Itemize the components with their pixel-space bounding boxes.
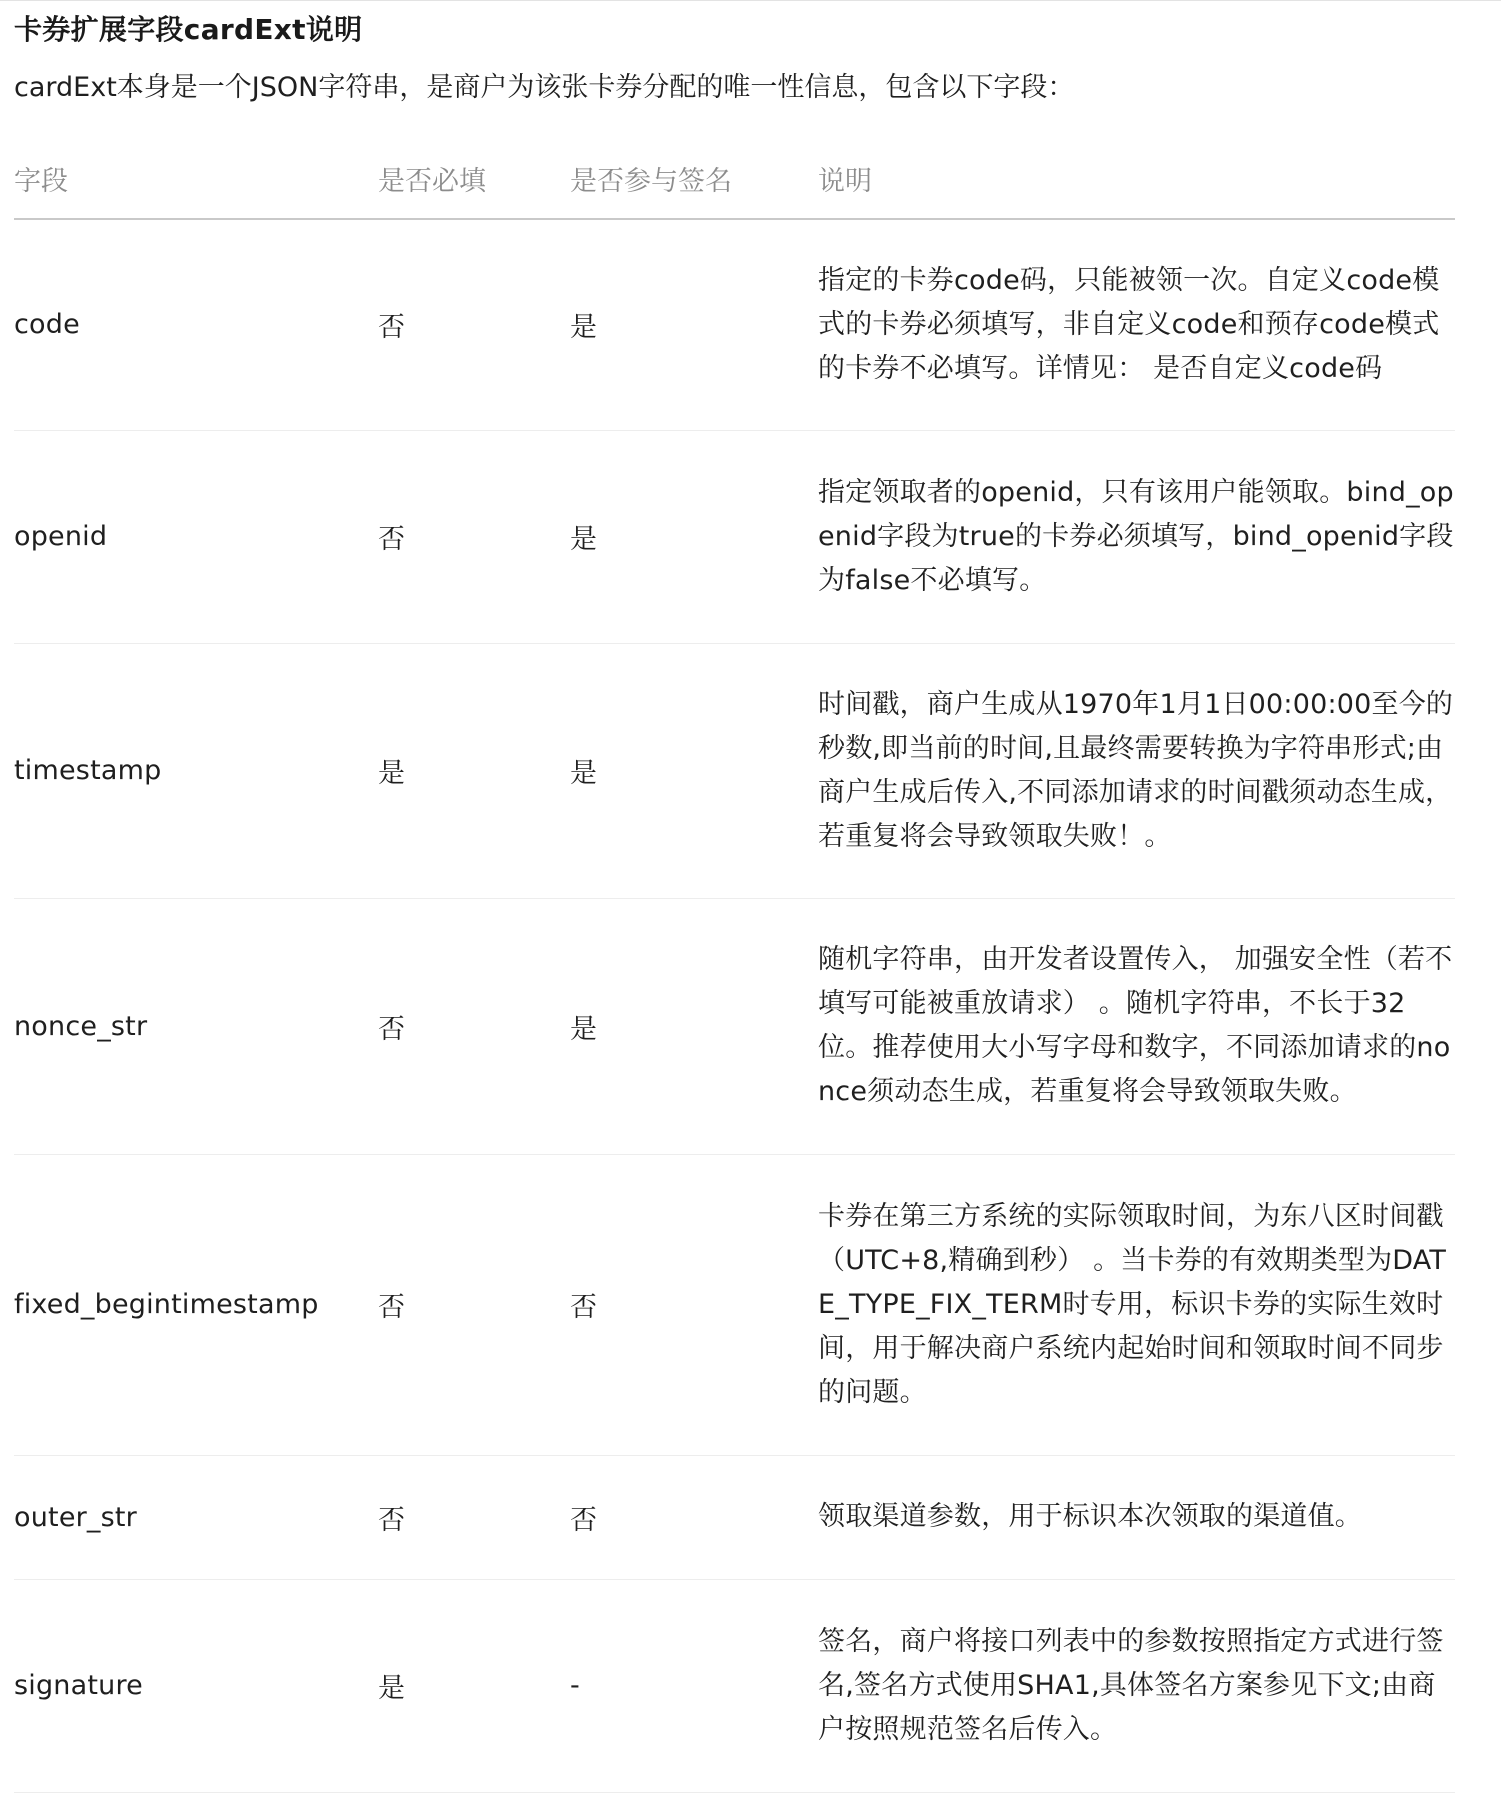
table-row xyxy=(14,1154,1455,1455)
table-header-row xyxy=(14,138,1455,219)
signed-value: 否 xyxy=(570,1455,818,1579)
field-description: 签名，商户将接口列表中的参数按照指定方式进行签名,签名方式使用SHA1,具体签名方案参见下文;由商户按照规范签名后传入。 xyxy=(818,1579,1455,1792)
field-description: 指定的卡券code码，只能被领一次。自定义code模式的卡券必须填写，非自定义code和预存code模式的卡券不必填写。详情见： 是否自定义code码 xyxy=(818,219,1455,430)
top-divider xyxy=(0,0,1501,1)
field-description: 卡券在第三方系统的实际领取时间，为东八区时间戳（UTC+8,精确到秒） 。当卡券的有效期类型为DAT E_TYPE_FIX_TERM时专用，标识卡券的实际生效时间，用于解决商户系统内起始时间和领取时间不同步的问题。 xyxy=(818,1154,1455,1455)
required-value: 是 xyxy=(378,643,570,898)
field-name: fixed_begintimestamp xyxy=(14,1154,378,1455)
signed-value: - xyxy=(570,1579,818,1792)
header-description: 说明 xyxy=(818,138,1455,219)
required-value: 否 xyxy=(378,430,570,643)
field-description: 指定领取者的openid，只有该用户能领取。bind_openid字段为true的卡券必须填写，bind_openid字段为false不必填写。 xyxy=(818,430,1455,643)
table-row xyxy=(14,898,1455,1154)
field-name: code xyxy=(14,219,378,430)
table-row xyxy=(14,219,1455,430)
field-description: 时间戳，商户生成从1970年1月1日00:00:00至今的秒数,即当前的时间,且最终需要转换为字符串形式;由商户生成后传入,不同添加请求的时间戳须动态生成，若重复将会导致领取失败！。 xyxy=(818,643,1455,898)
required-value: 否 xyxy=(378,898,570,1154)
signed-value: 是 xyxy=(570,643,818,898)
table-row xyxy=(14,643,1455,898)
signed-value: 是 xyxy=(570,430,818,643)
field-name: nonce_str xyxy=(14,898,378,1154)
required-value: 否 xyxy=(378,1154,570,1455)
signed-value: 是 xyxy=(570,219,818,430)
field-description: 随机字符串，由开发者设置传入， 加强安全性（若不填写可能被重放请求） 。随机字符串，不长于32位。推荐使用大小写字母和数字，不同添加请求的nonce须动态生成，若重复将会导致领取失败。 xyxy=(818,898,1455,1154)
required-value: 否 xyxy=(378,219,570,430)
header-signed: 是否参与签名 xyxy=(570,138,818,219)
cardext-fields-table xyxy=(14,138,1455,1793)
required-value: 否 xyxy=(378,1455,570,1579)
field-name: signature xyxy=(14,1579,378,1792)
field-name: outer_str xyxy=(14,1455,378,1579)
field-description: 领取渠道参数，用于标识本次领取的渠道值。 xyxy=(818,1455,1455,1579)
intro-paragraph: cardExt本身是一个JSON字符串，是商户为该张卡券分配的唯一性信息，包含以下字段： xyxy=(14,72,1075,103)
field-name: timestamp xyxy=(14,643,378,898)
signed-value: 是 xyxy=(570,898,818,1154)
header-field: 字段 xyxy=(14,138,378,219)
table-row xyxy=(14,430,1455,643)
signed-value: 否 xyxy=(570,1154,818,1455)
header-required: 是否必填 xyxy=(378,138,570,219)
required-value: 是 xyxy=(378,1579,570,1792)
table-row xyxy=(14,1455,1455,1579)
table-row xyxy=(14,1579,1455,1792)
field-name: openid xyxy=(14,430,378,643)
page-title: 卡券扩展字段cardExt说明 xyxy=(14,13,363,46)
